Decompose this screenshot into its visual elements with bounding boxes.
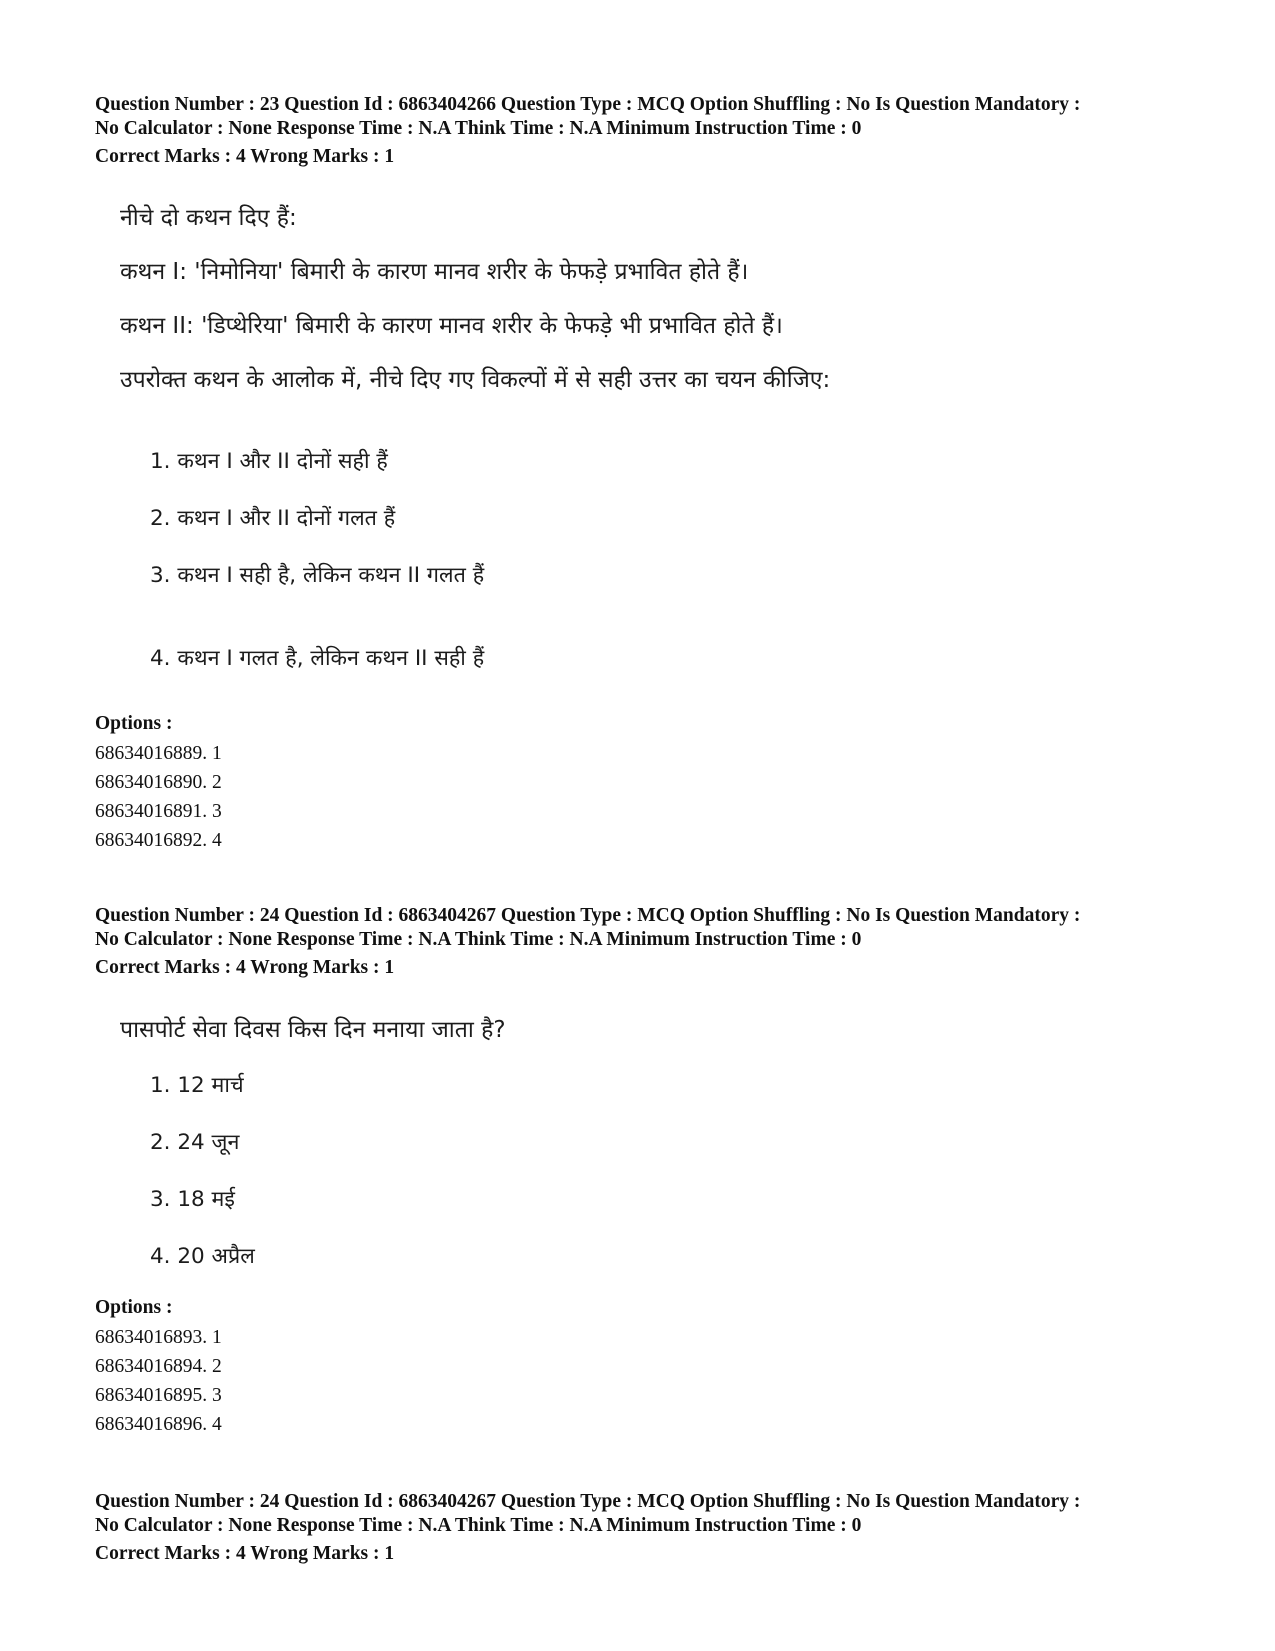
options-heading: Options : — [95, 1297, 173, 1318]
answer-choice: 4. 20 अप्रैल — [150, 1244, 255, 1269]
question-stem-line: कथन II: 'डिप्थेरिया' बिमारी के कारण मानव शरीर के फेफड़े भी प्रभावित होते हैं। — [120, 313, 783, 339]
question-marks: Correct Marks : 4 Wrong Marks : 1 — [95, 146, 395, 167]
question-header — [95, 93, 1215, 169]
question-header — [95, 904, 1215, 980]
question-marks: Correct Marks : 4 Wrong Marks : 1 — [95, 1543, 395, 1564]
question-stem-line: कथन I: 'निमोनिया' बिमारी के कारण मानव शरीर के फेफड़े प्रभावित होते हैं। — [120, 259, 749, 285]
question-stem-line: नीचे दो कथन दिए हैं: — [120, 205, 297, 231]
question-meta-line-1: Question Number : 24 Question Id : 6863404267 Question Type : MCQ Option Shuffling : No Is Question Mandatory : — [95, 905, 1081, 926]
option-id: 68634016896. 4 — [95, 1414, 222, 1435]
question-meta-line-1: Question Number : 23 Question Id : 6863404266 Question Type : MCQ Option Shuffling : No Is Question Mandatory : — [95, 94, 1081, 115]
option-id: 68634016895. 3 — [95, 1385, 222, 1406]
question-meta-line-2: No Calculator : None Response Time : N.A Think Time : N.A Minimum Instruction Time : 0 — [95, 929, 862, 950]
option-id: 68634016891. 3 — [95, 801, 222, 822]
option-id: 68634016893. 1 — [95, 1327, 222, 1348]
options-heading: Options : — [95, 713, 173, 734]
question-marks: Correct Marks : 4 Wrong Marks : 1 — [95, 957, 395, 978]
answer-choice: 1. 12 मार्च — [150, 1073, 244, 1098]
question-stem-line: पासपोर्ट सेवा दिवस किस दिन मनाया जाता है? — [120, 1017, 506, 1043]
question-meta-line-2: No Calculator : None Response Time : N.A Think Time : N.A Minimum Instruction Time : 0 — [95, 118, 862, 139]
answer-choice: 3. कथन I सही है, लेकिन कथन II गलत हैं — [150, 563, 485, 588]
question-stem-line: उपरोक्त कथन के आलोक में, नीचे दिए गए विकल्पों में से सही उत्तर का चयन कीजिए: — [120, 367, 831, 393]
option-id: 68634016890. 2 — [95, 772, 222, 793]
answer-choice: 4. कथन I गलत है, लेकिन कथन II सही हैं — [150, 646, 485, 671]
question-meta-line-1: Question Number : 24 Question Id : 6863404267 Question Type : MCQ Option Shuffling : No Is Question Mandatory : — [95, 1491, 1081, 1512]
answer-choice: 3. 18 मई — [150, 1187, 235, 1212]
option-id: 68634016894. 2 — [95, 1356, 222, 1377]
answer-choice: 2. 24 जून — [150, 1130, 240, 1155]
option-id: 68634016889. 1 — [95, 743, 222, 764]
answer-choice: 2. कथन I और II दोनों गलत हैं — [150, 506, 396, 531]
question-header — [95, 1490, 1215, 1566]
option-id: 68634016892. 4 — [95, 830, 222, 851]
question-meta-line-2: No Calculator : None Response Time : N.A Think Time : N.A Minimum Instruction Time : 0 — [95, 1515, 862, 1536]
answer-choice: 1. कथन I और II दोनों सही हैं — [150, 449, 388, 474]
